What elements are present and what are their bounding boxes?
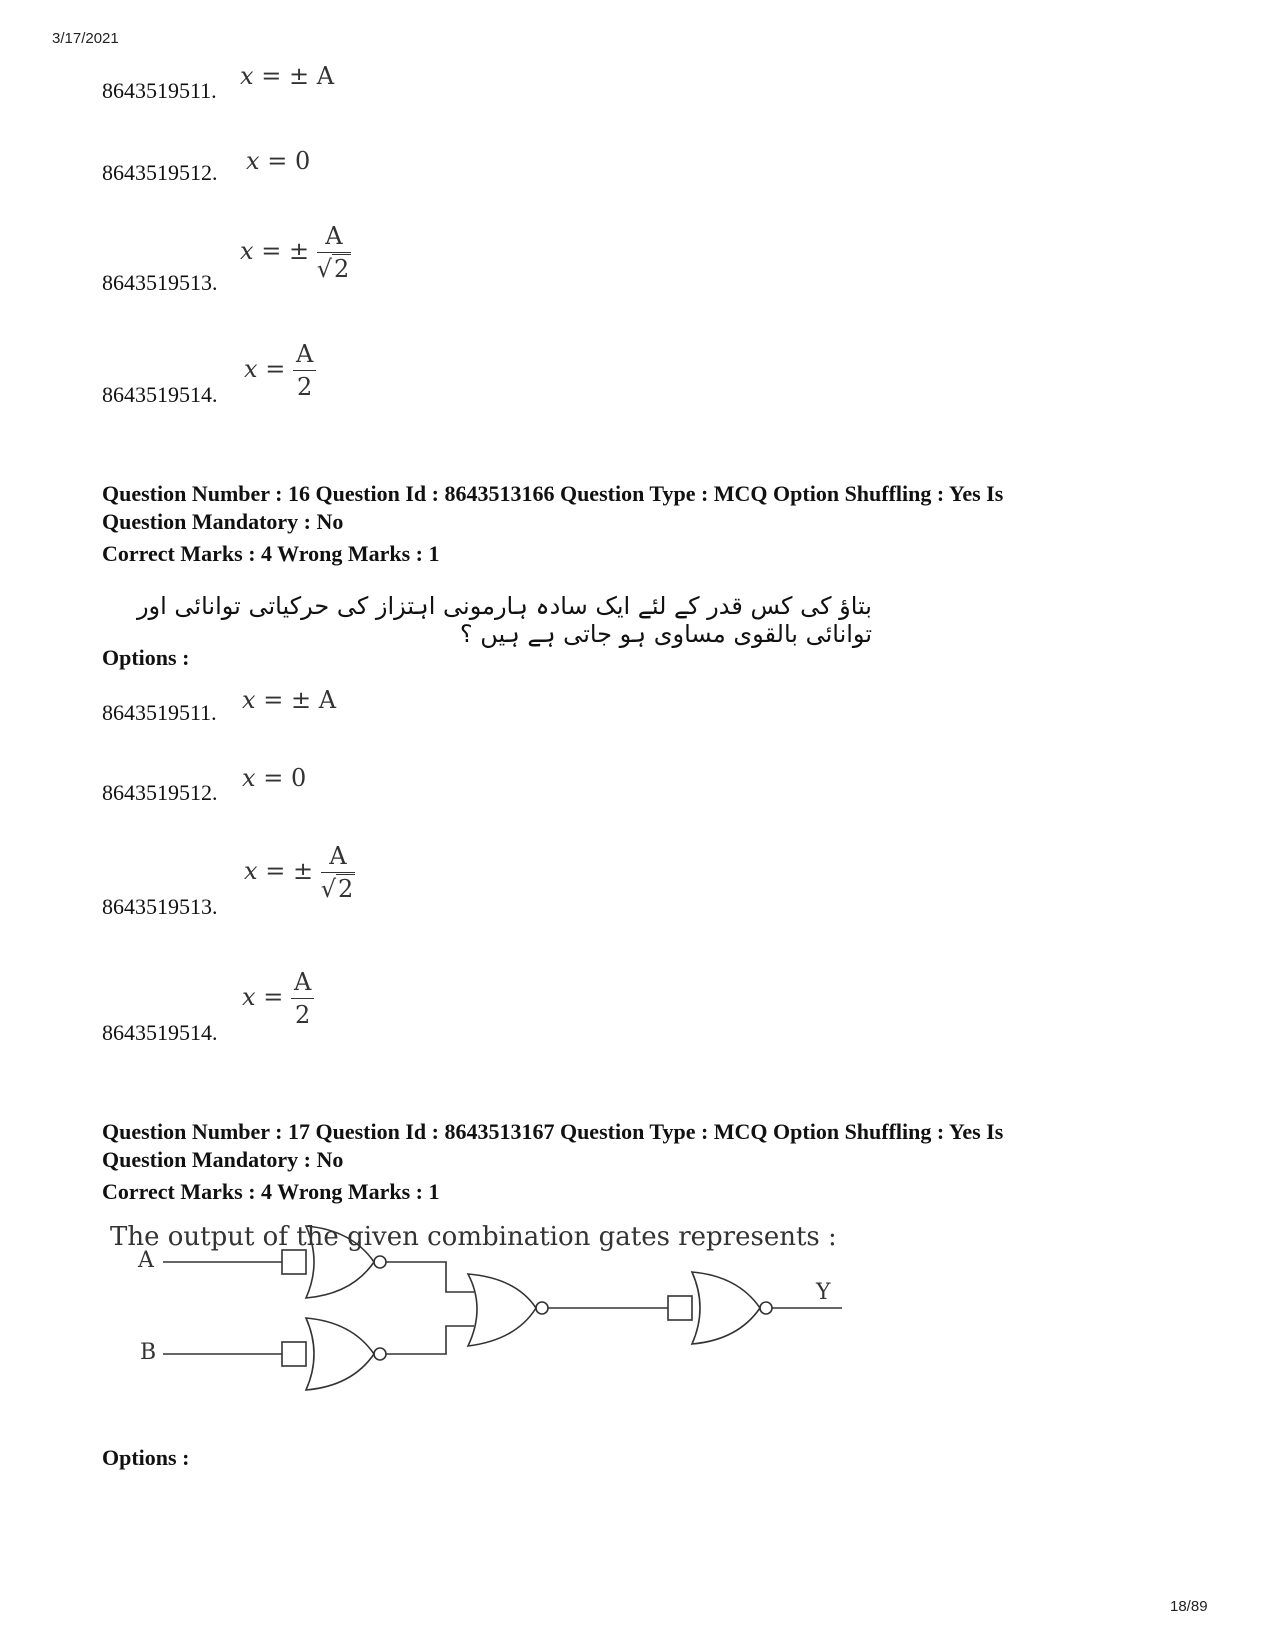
print-date: 3/17/2021 <box>52 30 119 47</box>
q16-question-text: بتاؤ کی کس قدر کے لئے ایک سادہ ہارمونی اہتزاز کی حرکیاتی توانائی اور توانائی بالقوی مساوی ہو جاتی ہے ہیں ؟ <box>136 592 872 648</box>
prev-option-3-formula: x = ± $\frac{A}{√2}$ <box>240 222 350 283</box>
q16-option-2-formula: x = 0 <box>242 764 307 792</box>
q16-header-line1: Question Number : 16 Question Id : 8643513166 Question Type : MCQ Option Shuffling : Yes Is <box>102 481 1004 506</box>
nor-gate-4 <box>692 1272 760 1344</box>
gate2-input-box <box>282 1342 306 1366</box>
wire-gate1-to-gate3 <box>386 1262 474 1292</box>
nor-gate-3 <box>468 1274 536 1346</box>
wire-gate2-to-gate3 <box>386 1326 474 1354</box>
prev-option-2-formula: x = 0 <box>246 147 311 175</box>
q16-options-label: Options : <box>102 645 190 670</box>
q16-option-4-formula: x = $\frac{A}{2}$ <box>242 968 314 1029</box>
q16-marks: Correct Marks : 4 Wrong Marks : 1 <box>102 541 440 566</box>
label-output-y: Y <box>816 1280 831 1305</box>
label-input-a: A <box>138 1248 154 1273</box>
gate3-bubble <box>536 1302 548 1314</box>
q16-option-3-id: 8643519513. <box>102 894 218 919</box>
prev-option-2-id: 8643519512. <box>102 160 218 185</box>
q17-options-label: Options : <box>102 1445 190 1470</box>
prev-option-1-id: 8643519511. <box>102 78 217 103</box>
q17-header-line2: Question Mandatory : No <box>102 1147 344 1172</box>
gate1-input-box <box>282 1250 306 1274</box>
nor-gate-1 <box>306 1226 374 1298</box>
prev-option-3-id: 8643519513. <box>102 270 218 295</box>
prev-option-4-formula: x = $\frac{A}{2}$ <box>244 340 316 401</box>
q16-header-line2: Question Mandatory : No <box>102 509 344 534</box>
q17-question-text: The output of the given combination gates represents : <box>110 1222 837 1252</box>
q17-header-line1: Question Number : 17 Question Id : 8643513167 Question Type : MCQ Option Shuffling : Yes Is <box>102 1119 1004 1144</box>
label-input-b: B <box>140 1340 157 1365</box>
gate1-bubble <box>374 1256 386 1268</box>
page-number: 18/89 <box>1170 1598 1208 1615</box>
nor-gate-2 <box>306 1318 374 1390</box>
gate4-bubble <box>760 1302 772 1314</box>
prev-option-1-formula: x = ± A <box>240 62 335 90</box>
prev-option-4-id: 8643519514. <box>102 382 218 407</box>
q16-option-4-id: 8643519514. <box>102 1020 218 1045</box>
gate4-input-box <box>668 1296 692 1320</box>
gate2-bubble <box>374 1348 386 1360</box>
q17-marks: Correct Marks : 4 Wrong Marks : 1 <box>102 1179 440 1204</box>
q16-option-1-id: 8643519511. <box>102 700 217 725</box>
q16-option-2-id: 8643519512. <box>102 780 218 805</box>
q16-option-1-formula: x = ± A <box>242 686 337 714</box>
q16-option-3-formula: x = ± $\frac{A}{√2}$ <box>244 842 354 903</box>
